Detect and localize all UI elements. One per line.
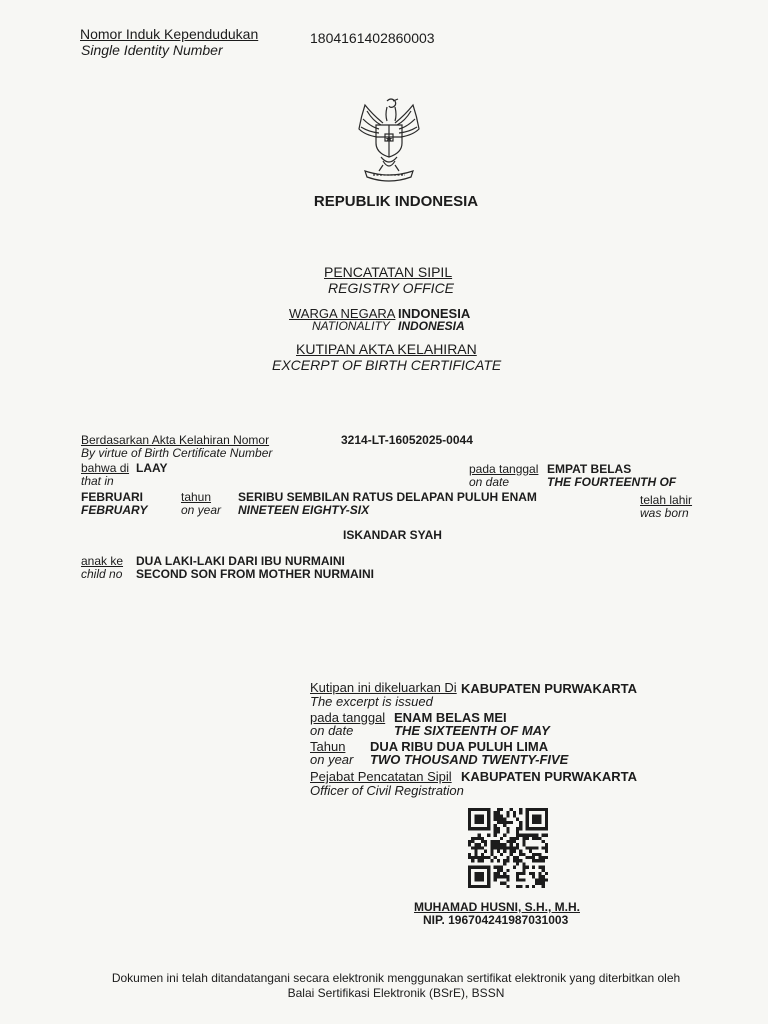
- issued-year-value-en: TWO THOUSAND TWENTY-FIVE: [370, 752, 569, 767]
- birth-year-value-en: NINETEEN EIGHTY-SIX: [238, 503, 370, 517]
- nationality-label: WARGA NEGARA: [289, 306, 396, 321]
- footer-line-1: Dokumen ini telah ditandatangani secara elektronik menggunakan sertifikat elektronik yang diterbitkan oleh: [111, 971, 681, 985]
- certificate-number: 3214-LT-16052025-0044: [341, 433, 473, 447]
- office-label-en: REGISTRY OFFICE: [328, 280, 455, 296]
- issued-year-value: DUA RIBU DUA PULUH LIMA: [370, 739, 549, 754]
- birth-month-value: FEBRUARI: [81, 490, 143, 504]
- issued-at-label-en: The excerpt is issued: [310, 694, 433, 709]
- place-value: LAAY: [136, 461, 168, 475]
- document-title: KUTIPAN AKTA KELAHIRAN: [296, 341, 477, 357]
- birth-year-value: SERIBU SEMBILAN RATUS DELAPAN PULUH ENAM: [238, 490, 537, 504]
- child-order-label-en: child no: [81, 567, 123, 581]
- birth-year-label-en: on year: [181, 503, 222, 517]
- nationality-label-en: NATIONALITY: [312, 319, 390, 333]
- signatory-name: MUHAMAD HUSNI, S.H., M.H.: [414, 900, 580, 914]
- born-label: telah lahir: [640, 493, 693, 507]
- place-label: bahwa di: [81, 461, 130, 475]
- issued-year-label: Tahun: [310, 739, 346, 754]
- issued-date-value: ENAM BELAS MEI: [394, 710, 507, 725]
- place-label-en: that in: [81, 474, 114, 488]
- birth-day-value: EMPAT BELAS: [547, 462, 632, 476]
- nik-label: Nomor Induk Kependudukan: [80, 26, 259, 42]
- birth-date-label-en: on date: [469, 475, 510, 489]
- qr-code-icon: [468, 808, 548, 888]
- signatory-nip: NIP. 196704241987031003: [423, 913, 569, 927]
- republic-title: REPUBLIK INDONESIA: [313, 193, 479, 210]
- basis-label: Berdasarkan Akta Kelahiran Nomor: [81, 433, 270, 447]
- child-order-value: DUA LAKI-LAKI DARI IBU NURMAINI: [136, 554, 345, 568]
- issued-at-label: Kutipan ini dikeluarkan Di: [310, 680, 457, 695]
- officer-label-en: Officer of Civil Registration: [310, 783, 464, 798]
- officer-label: Pejabat Pencatatan Sipil: [310, 769, 452, 784]
- child-order-value-en: SECOND SON FROM MOTHER NURMAINI: [136, 567, 374, 581]
- footer-line-2: Balai Sertifikasi Elektronik (BSrE), BSSN: [287, 986, 505, 1000]
- nationality-value-en: INDONESIA: [398, 319, 465, 333]
- birth-date-label: pada tanggal: [469, 462, 539, 476]
- born-label-en: was born: [640, 506, 689, 520]
- birth-month-value-en: FEBRUARY: [81, 503, 148, 517]
- nationality-value: INDONESIA: [398, 306, 471, 321]
- officer-value: KABUPATEN PURWAKARTA: [461, 769, 637, 784]
- child-order-label: anak ke: [81, 554, 124, 568]
- basis-label-en: By virtue of Birth Certificate Number: [81, 446, 273, 460]
- document-title-en: EXCERPT OF BIRTH CERTIFICATE: [272, 357, 502, 373]
- child-name: ISKANDAR SYAH: [343, 528, 442, 542]
- issued-date-label-en: on date: [310, 723, 354, 738]
- issued-date-value-en: THE SIXTEENTH OF MAY: [394, 723, 550, 738]
- issued-at-value: KABUPATEN PURWAKARTA: [461, 681, 637, 696]
- office-label: PENCATATAN SIPIL: [324, 264, 453, 280]
- issued-year-label-en: on year: [310, 752, 354, 767]
- issued-date-label: pada tanggal: [310, 710, 386, 725]
- birth-year-label: tahun: [181, 490, 212, 504]
- nik-label-en: Single Identity Number: [81, 42, 223, 58]
- garuda-emblem-icon: [343, 95, 435, 187]
- nik-value: 1804161402860003: [310, 30, 435, 46]
- birth-day-value-en: THE FOURTEENTH OF: [547, 475, 677, 489]
